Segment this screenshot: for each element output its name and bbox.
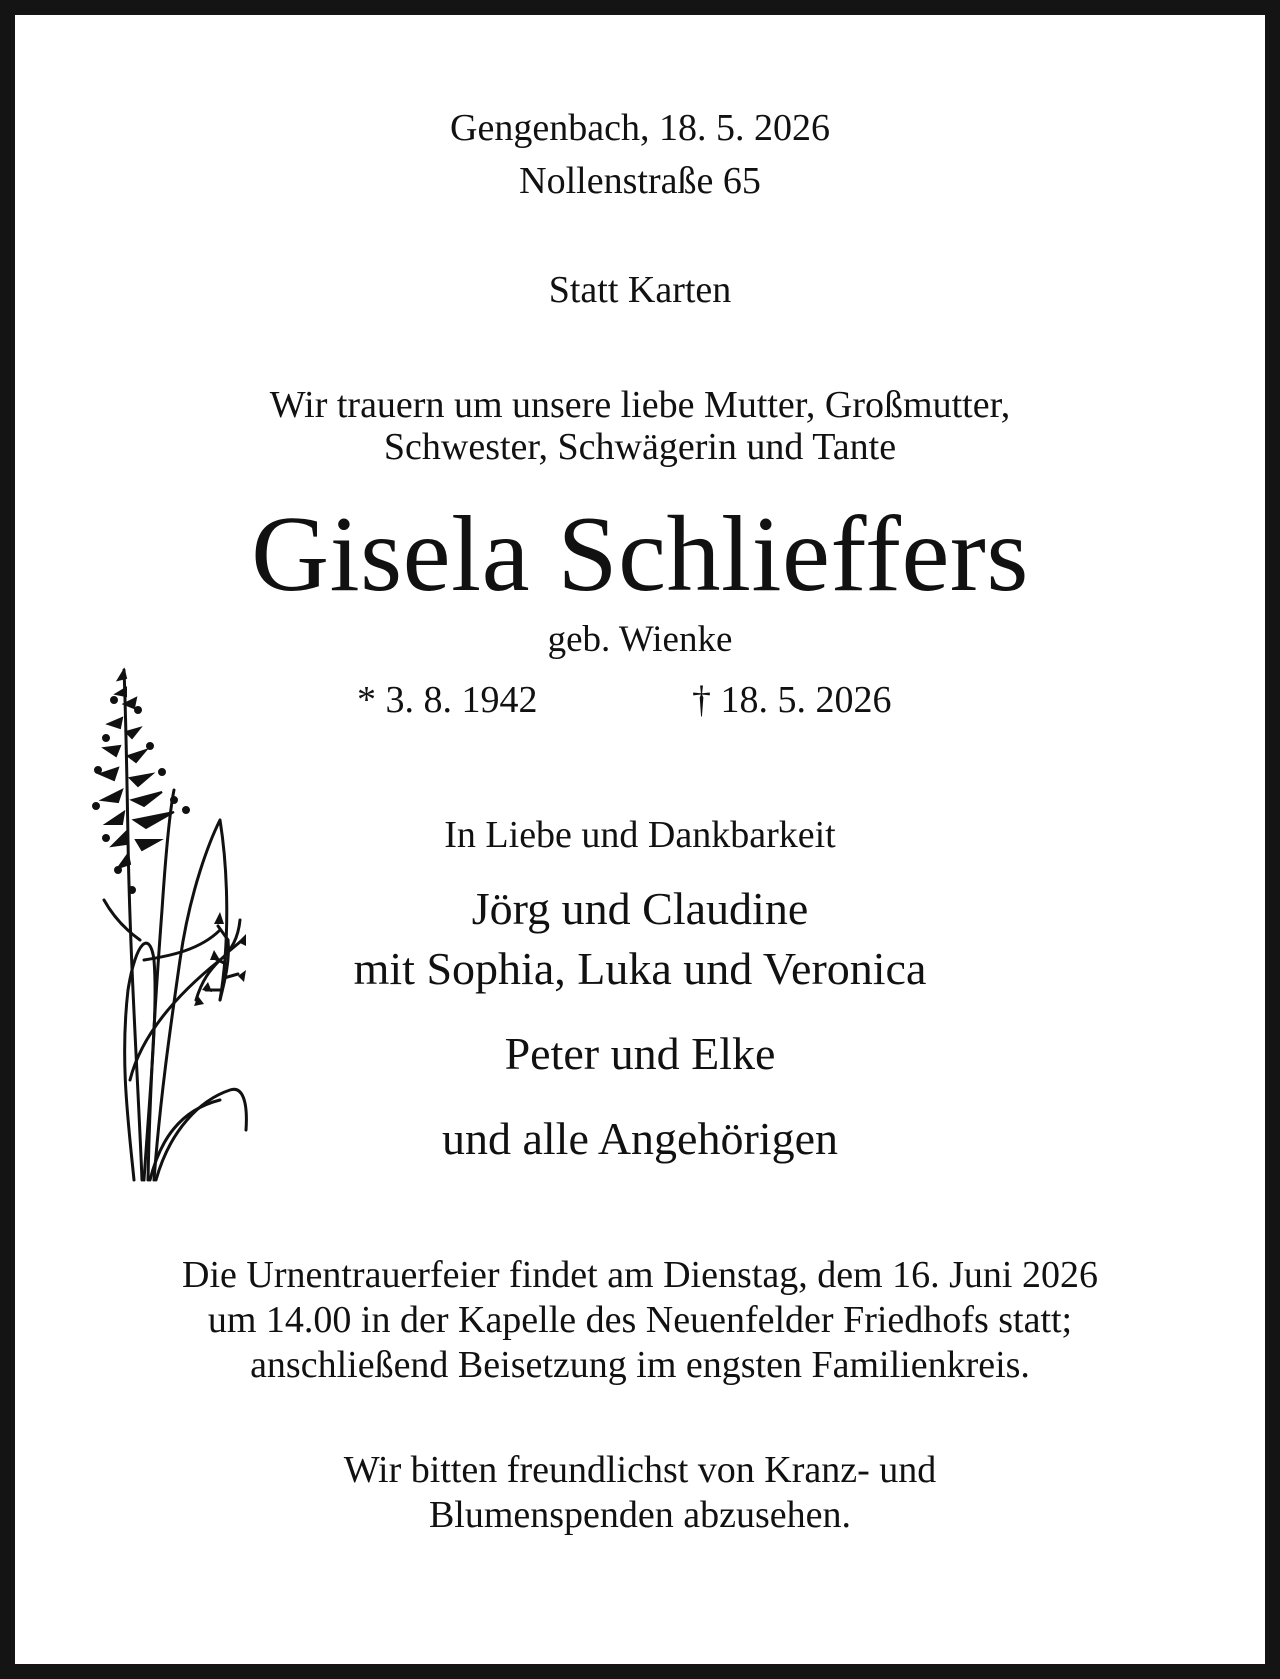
request-line-1: Wir bitten freundlichst von Kranz- und [343, 1449, 937, 1491]
maiden-name: geb. Wienke [547, 619, 733, 660]
obituary-notice [15, 15, 1265, 1664]
family-1-line-2: mit Sophia, Luka und Veronica [353, 943, 927, 994]
notice-frame [15, 15, 1265, 1664]
deceased-name: Gisela Schlieffers [251, 495, 1029, 614]
intro-line-1: Wir trauern um unsere liebe Mutter, Großmutter, [269, 384, 1011, 426]
death-date: † 18. 5. 2026 [692, 679, 892, 721]
intro-line-2: Schwester, Schwägerin und Tante [383, 426, 897, 468]
funeral-line-1: Die Urnentrauerfeier findet am Dienstag, dem 16. Juni 2026 [182, 1254, 1098, 1296]
funeral-line-2: um 14.00 in der Kapelle des Neuenfelder Friedhofs statt; [207, 1299, 1073, 1341]
address: Nollenstraße 65 [519, 160, 761, 202]
grass-icon [70, 660, 280, 1185]
other-relatives: und alle Angehörigen [441, 1113, 838, 1164]
place-date: Gengenbach, 18. 5. 2026 [450, 107, 830, 149]
funeral-line-3: anschließend Beisetzung im engsten Familienkreis. [250, 1344, 1030, 1386]
birth-date: * 3. 8. 1942 [357, 679, 538, 721]
request-line-2: Blumenspenden abzusehen. [428, 1494, 852, 1536]
mourners-heading: In Liebe und Dankbarkeit [444, 814, 836, 856]
statt-karten: Statt Karten [548, 269, 732, 311]
family-1-line-1: Jörg und Claudine [471, 883, 809, 934]
family-2: Peter und Elke [504, 1028, 776, 1079]
